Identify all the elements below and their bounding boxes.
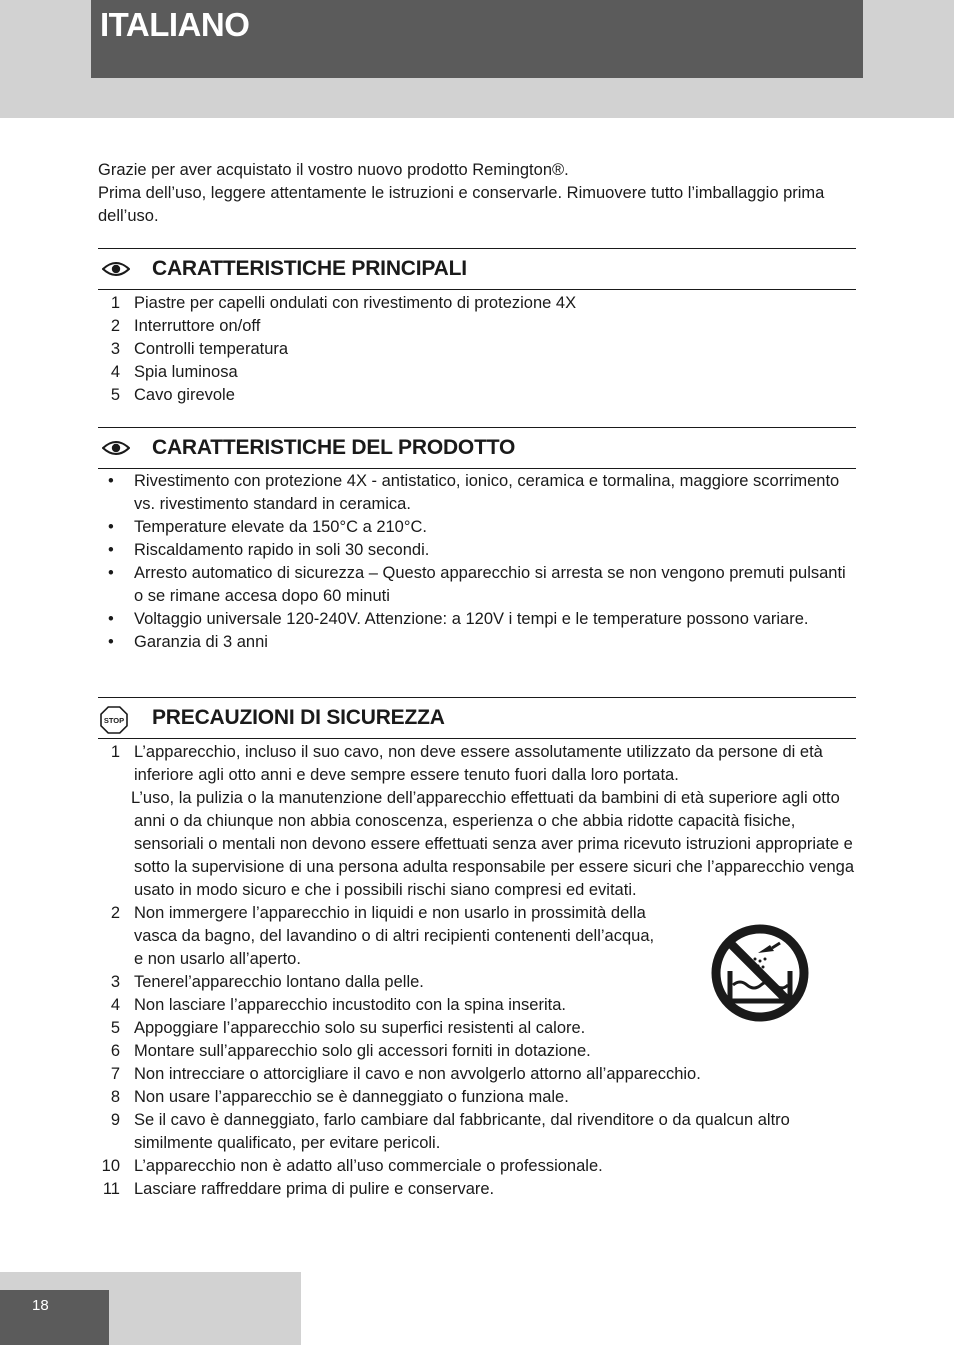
- no-water-icon: [710, 923, 810, 1023]
- page-number: 18: [32, 1297, 49, 1314]
- page-number-box: [0, 1290, 109, 1345]
- list-item: 8 Non usare l’apparecchio se è danneggiato o funziona male.: [110, 1088, 569, 1106]
- main-features-list: [98, 292, 856, 407]
- list-item: • Garanzia di 3 anni: [108, 633, 268, 651]
- eye-icon: [102, 439, 130, 457]
- list-item: 6 Montare sull’apparecchio solo gli accessori forniti in dotazione.: [110, 1042, 591, 1060]
- section-title: CARATTERISTICHE DEL PRODOTTO: [152, 436, 516, 459]
- list-item: 1 Piastre per capelli ondulati con rivestimento di protezione 4X: [110, 294, 577, 312]
- section-title: CARATTERISTICHE PRINCIPALI: [152, 257, 467, 280]
- section-heading-product-features: [98, 427, 856, 469]
- list-item: 9 Se il cavo è danneggiato, farlo cambiare dal fabbricante, dal rivenditore o da qualcun altro similmente qualificato, per evitare pericoli.: [110, 1111, 790, 1152]
- list-item: 5 Appoggiare l’apparecchio solo su superfici resistenti al calore.: [110, 1019, 586, 1037]
- list-item: 10 L’apparecchio non è adatto all’uso commerciale o professionale.: [101, 1157, 603, 1175]
- list-item: 11 Lasciare raffreddare prima di pulire e conservare.: [102, 1180, 495, 1198]
- list-item: 4 Non lasciare l’apparecchio incustodito con la spina inserita.: [110, 996, 566, 1014]
- page-title: ITALIANO: [100, 6, 250, 43]
- stop-label: STOP: [103, 716, 125, 725]
- eye-icon: [102, 260, 130, 278]
- list-item: • Arresto automatico di sicurezza – Questo apparecchio si arresta se non vengono premuti pulsanti o se rimane accesa dopo 60 minuti: [108, 564, 846, 605]
- section-heading-safety-precautions: [98, 697, 856, 739]
- list-item: 7 Non intrecciare o attorcigliare il cavo e non avvolgerlo attorno all’apparecchio.: [110, 1065, 701, 1083]
- intro-paragraph-1: Grazie per aver acquistato il vostro nuovo prodotto Remington®.: [98, 161, 569, 179]
- list-item: 3 Tenerel’apparecchio lontano dalla pelle.: [110, 973, 424, 991]
- list-item: • Rivestimento con protezione 4X - antistatico, ionico, ceramica e tormalina, maggiore scorrimento vs. rivestimento standard in ceramica.: [108, 472, 840, 513]
- product-features-list: [98, 470, 856, 654]
- intro-text: [98, 159, 838, 228]
- list-item: 1 L’apparecchio, incluso il suo cavo, non deve essere assolutamente utilizzato da persone di età inferiore agli otto anni e deve sempre essere tenuto fuori dalla loro portata. L’uso, la pulizia o la manutenzione dell’apparecchio effettuati da bambini di età superiore agli otto anni o da chiunque non abbia conoscenza, esperienza o che abbia ridotte capacità fisiche, sensoriali o mentali non devono essere effettuati senza aver prima ricevuto istruzioni appropriate e sotto la supervisione di una persona adulta responsabile per essere sicuri che l’apparecchio venga usato in modo sicuro e che i possibili rischi siano compresi ed evitati.: [110, 743, 855, 899]
- list-item: 4 Spia luminosa: [110, 363, 238, 381]
- list-item: 5 Cavo girevole: [110, 386, 235, 404]
- list-item: 2 Interruttore on/off: [110, 317, 261, 335]
- title-bar: [91, 0, 863, 78]
- intro-paragraph-2: Prima dell’uso, leggere attentamente le istruzioni e conservarle. Rimuovere tutto l’imballaggio prima dell’uso.: [98, 184, 825, 225]
- list-item: 2 Non immergere l’apparecchio in liquidi e non usarlo in prossimità della vasca da bagno, del lavandino o di altri recipienti contenenti dell’acqua, e non usarlo all’aperto.: [110, 904, 655, 968]
- section-title: PRECAUZIONI DI SICUREZZA: [152, 706, 445, 729]
- stop-icon: [100, 706, 128, 734]
- section-heading-main-features: [98, 248, 856, 290]
- list-item: • Riscaldamento rapido in soli 30 secondi.: [108, 541, 430, 559]
- list-item: 3 Controlli temperatura: [110, 340, 289, 358]
- list-item: • Temperature elevate da 150°C a 210°C.: [108, 518, 427, 536]
- list-item: • Voltaggio universale 120-240V. Attenzione: a 120V i tempi e le temperature possono variare.: [108, 610, 809, 628]
